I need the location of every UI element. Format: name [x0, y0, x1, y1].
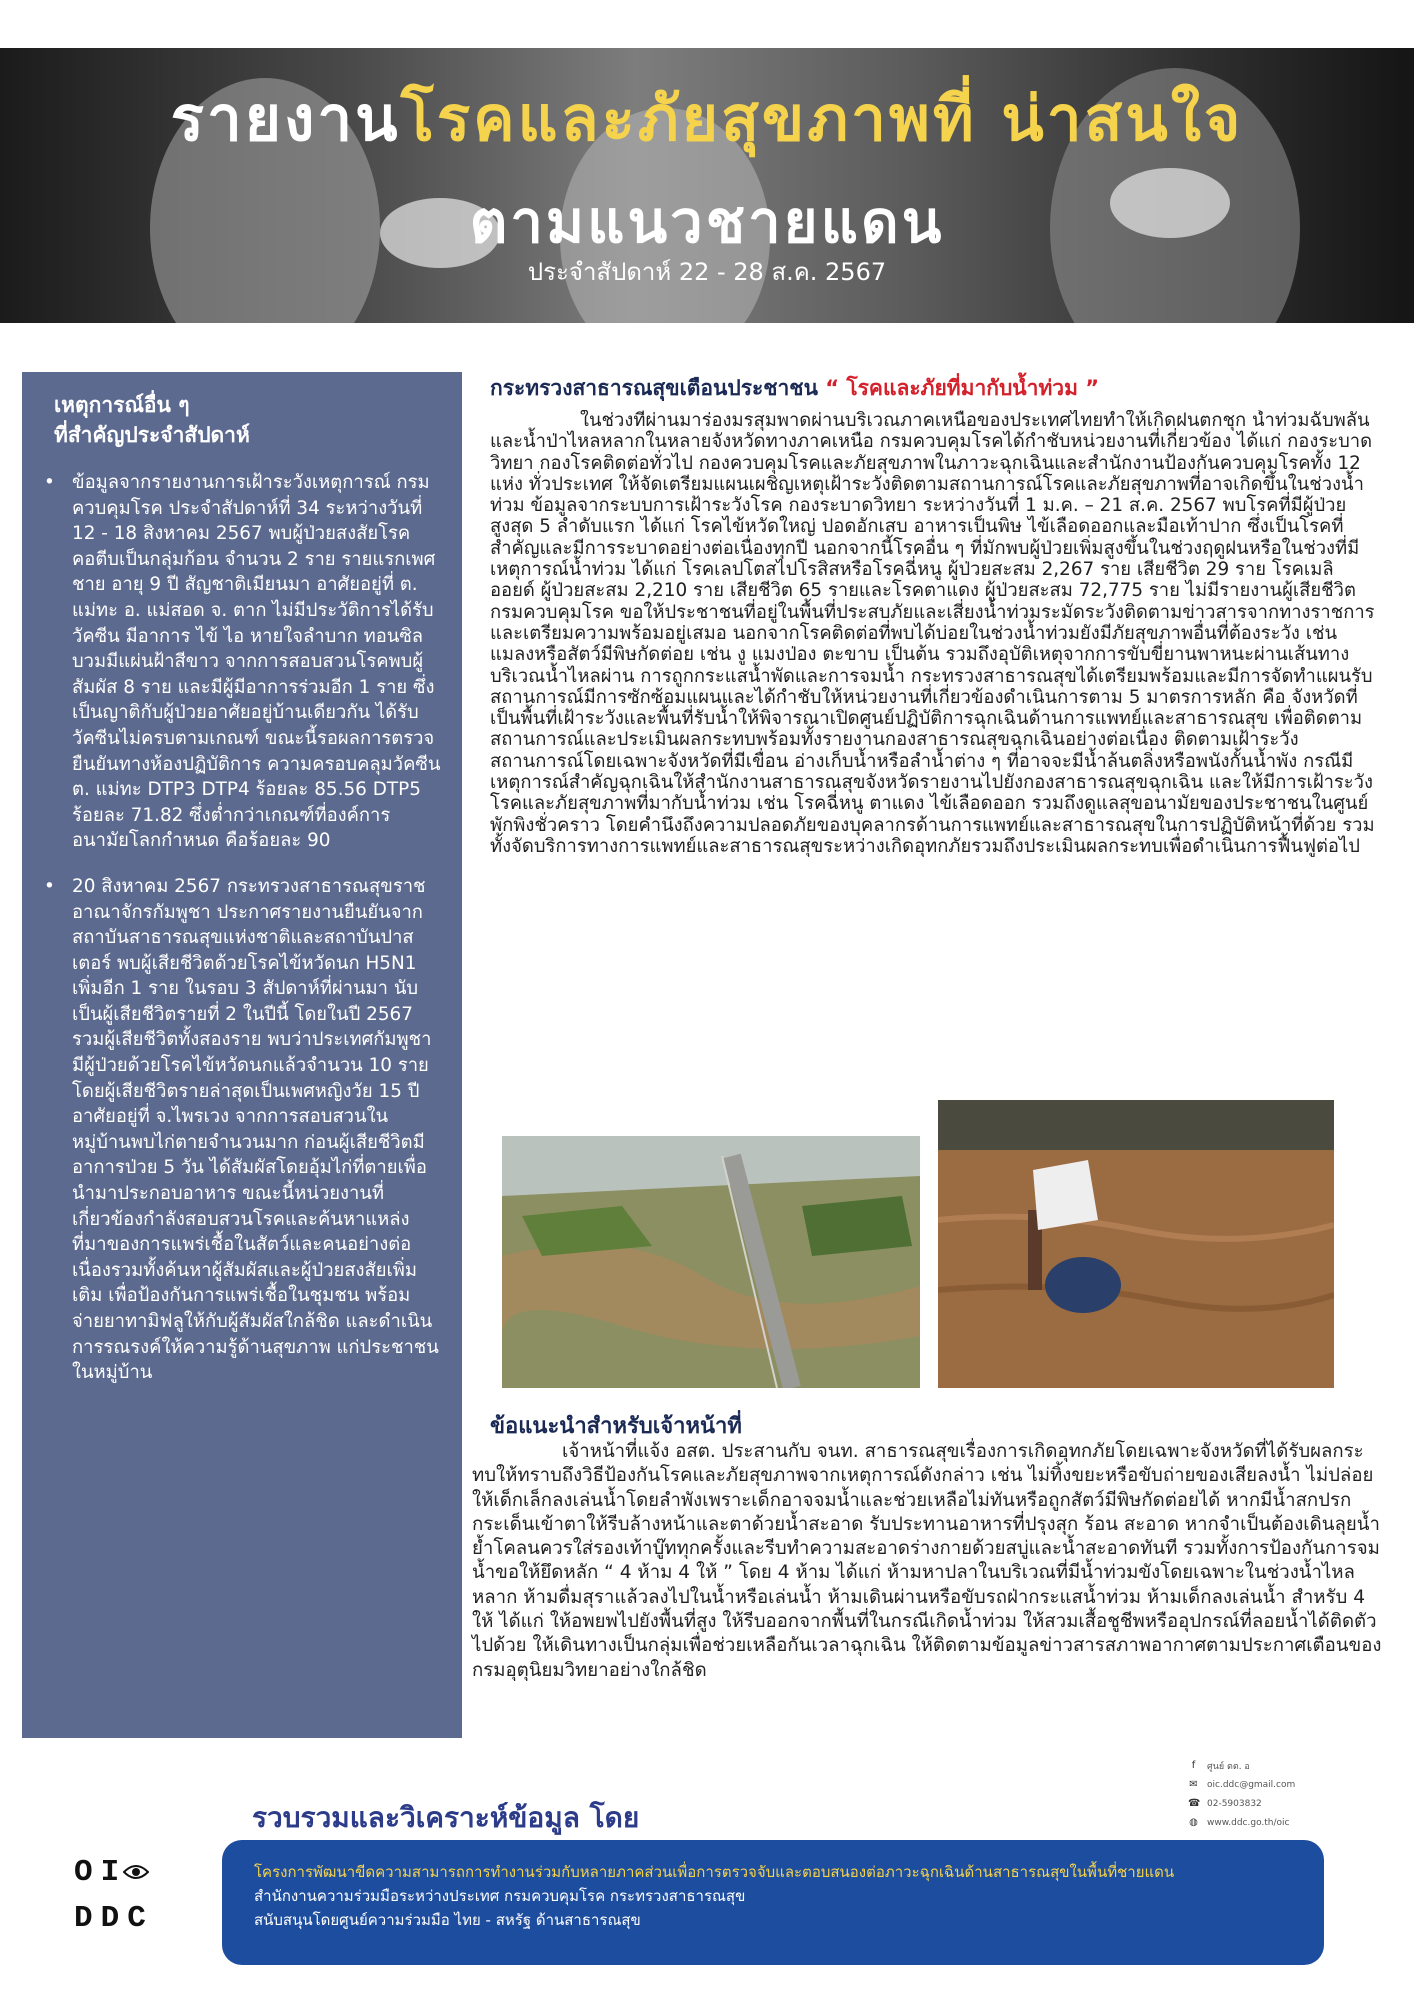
flood-wading-photo [938, 1100, 1334, 1388]
report-week: ประจำสัปดาห์ 22 - 28 ส.ค. 2567 [527, 258, 887, 286]
list-item: • 20 สิงหาคม 2567 กระทรวงสาธารณสุขราชอาณาจักรกัมพูชา ประกาศรายงานยืนยันจากสถาบันสาธารณสุขแห่งชาติและสถาบันปาสเตอร์ พบผู้เสียชีวิตด้วยโรคไข้หวัดนก H5N1 เพิ่มอีก 1 ราย ในรอบ 3 สัปดาห์ที่ผ่านมา นับเป็นผู้เสียชีวิตรายที่ 2 ในปีนี้ โดยในปี 2567 รวมผู้เสียชีวิตทั้งสองราย พบว่าประเทศกัมพูชามีผู้ป่วยด้วยโรคไข้หวัดนกแล้วจำนวน 10 ราย โดยผู้เสียชีวิตรายล่าสุดเป็นเพศหญิงวัย 15 ปี อาศัยอยู่ที่ จ.ไพรเวง จากการสอบสวนในหมู่บ้านพบไก่ตายจำนวนมาก ก่อนผู้เสียชีวิตมีอาการป่วย 5 วัน ได้สัมผัสโดยอุ้มไก่ที่ตายเพื่อนำมาประกอบอาหาร ขณะนี้หน่วยงานที่เกี่ยวข้องกำลังสอบสวนโรคและค้นหาแหล่งที่มาของการแพร่เชื้อในสัตว์และคนอย่างต่อเนื่องรวมทั้งค้นหาผู้สัมผัสและผู้ป่วยสงสัยเพิ่มเติม เพื่อป้องกันการแพร่เชื้อในชุมชน พร้อมจ่ายยาทามิฟลูให้กับผู้สัมผัสใกล้ชิด และดำเนินการรณรงค์ให้ความรู้ด้านสุขภาพ แก่ประชาชนในหมู่บ้าน [36, 874, 442, 1386]
sidebar-list [36, 470, 442, 1386]
footer-project: โครงการพัฒนาขีดความสามารถการทำงานร่วมกับหลายภาคส่วนเพื่อการตรวจจับและตอบสนองต่อภาวะฉุกเฉินด้านสาธารณสุขในพื้นที่ชายแดน [254, 1863, 1175, 1881]
email-text: oic.ddc@gmail.com [1207, 1779, 1296, 1790]
oic-ddc-logo [74, 1850, 184, 1942]
advice-heading: ข้อแนะนำสำหรับเจ้าหน้าที่ [490, 1414, 742, 1439]
eye-icon [123, 1862, 149, 1882]
flood-aerial-photo [502, 1136, 920, 1388]
page-subtitle: ตามแนวชายแดน [469, 188, 945, 256]
phone-text: 02-5903832 [1207, 1798, 1262, 1809]
globe-icon: ◍ [1189, 1817, 1198, 1828]
contact-info [1188, 1756, 1388, 1832]
footer-support: สนับสนุนโดยศูนย์ความร่วมมือ ไทย - สหรัฐ ด้านสาธารณสุข [254, 1911, 641, 1929]
contact-facebook[interactable] [1188, 1756, 1388, 1775]
list-item: • ข้อมูลจากรายงานการเฝ้าระวังเหตุการณ์ กรมควบคุมโรค ประจำสัปดาห์ที่ 34 ระหว่างวันที่ 12 - 18 สิงหาคม 2567 พบผู้ป่วยสงสัยโรคคอตีบเป็นกลุ่มก้อน จำนวน 2 ราย รายแรกเพศชาย อายุ 9 ปี สัญชาติเมียนมา อาศัยอยู่ที่ ต. แม่ทะ อ. แม่สอด จ. ตาก ไม่มีประวัติการได้รับวัคซีน มีอาการ ไข้ ไอ หายใจลำบาก ทอนซิลบวมมีแผ่นฝ้าสีขาว จากการสอบสวนโรคพบผู้สัมผัส 8 ราย และมีผู้มีอาการร่วมอีก 1 ราย ซึ่งเป็นญาติกับผู้ป่วยอาศัยอยู่บ้านเดียวกัน ได้รับวัคซีนไม่ครบตามเกณฑ์ ขณะนี้รอผลการตรวจยืนยันทางห้องปฏิบัติการ ความครอบคลุมวัคซีน ต. แม่ทะ DTP3 DTP4 ร้อยละ 85.56 DTP5 ร้อยละ 71.82 ซึ่งต่ำกว่าเกณฑ์ที่องค์การอนามัยโลกกำหนด คือร้อยละ 90 [36, 470, 442, 854]
logo-line1: OI [74, 1850, 184, 1896]
page-title [0, 70, 1414, 168]
advice-paragraph: เจ้าหน้าที่แจ้ง อสต. ประสานกับ จนท. สาธารณสุขเรื่องการเกิดอุทกภัยโดยเฉพาะจังหวัดที่ได้รับผลกระทบให้ทราบถึงวิธีป้องกันโรคและภัยสุขภาพจากเหตุการณ์ดังกล่าว เช่น ไม่ทิ้งขยะหรือขับถ่ายของเสียลงน้ำ ไม่ปล่อยให้เด็กเล็กลงเล่นน้ำโดยลำพังเพราะเด็กอาจจมน้ำและช่วยเหลือไม่ทันหรือถูกสัตว์มีพิษกัดต่อยได้ หากมีน้ำสกปรกกระเด็นเข้าตาให้รีบล้างหน้าและตาด้วยน้ำสะอาด รับประทานอาหารที่ปรุงสุก ร้อน สะอาด หากจำเป็นต้องเดินลุยน้ำย้ำโคลนควรใส่รองเท้าบู๊ททุกครั้งและรีบทำความสะอาดร่างกายด้วยสบู่และน้ำสะอาดทันที รวมทั้งการป้องกันการจมน้ำขอให้ยึดหลัก “ 4 ห้าม 4 ให้ ” โดย 4 ห้าม ได้แก่ ห้ามหาปลาในบริเวณที่มีน้ำท่วมขังโดยเฉพาะในช่วงน้ำไหลหลาก ห้ามดื่มสุราแล้วลงไปในน้ำหรือเล่นน้ำ ห้ามเดินผ่านหรือขับรถฝ่ากระแสน้ำท่วม ห้ามเด็กลงเล่นน้ำ สำหรับ 4 ให้ ได้แก่ ให้อพยพไปยังพื้นที่สูง ให้รีบออกจากพื้นที่ในกรณีเกิดน้ำท่วม ให้สวมเสื้อชูชีพหรืออุปกรณ์ที่ลอยน้ำได้ติดตัวไปด้วย ให้เดินทางเป็นกลุ่มเพื่อช่วยเหลือกันเวลาฉุกเฉิน ให้ติดตามข้อมูลข่าวสารสภาพอากาศตามประกาศเตือนของกรมอุตุนิยมวิทยาอย่างใกล้ชิด [472, 1441, 1382, 1681]
flood-wading-illustration [938, 1100, 1334, 1388]
sidebar-heading-line2: ที่สำคัญประจำสัปดาห์ [54, 423, 250, 447]
article-heading-quote: “ โรคและภัยที่มากับน้ำท่วม ” [825, 376, 1100, 400]
footer-credits [222, 1840, 1324, 1965]
sidebar-heading [54, 390, 442, 450]
article-body [490, 410, 1378, 1128]
contact-web[interactable] [1188, 1813, 1388, 1832]
sidebar-other-events [22, 372, 462, 1738]
logo-line2: DDC [74, 1901, 154, 1936]
flood-aerial-illustration [502, 1136, 920, 1388]
web-text: www.ddc.go.th/oic [1207, 1817, 1290, 1828]
contact-phone[interactable] [1188, 1794, 1388, 1813]
email-icon: ✉ [1189, 1779, 1198, 1790]
advice-body [472, 1440, 1382, 1683]
article-heading-prefix: กระทรวงสาธารณสุขเตือนประชาชน [490, 376, 818, 400]
facebook-text: ศูนย์ ตต. อ [1207, 1761, 1250, 1772]
contact-email[interactable] [1188, 1775, 1388, 1794]
title-part-yellow: โรคและภัยสุขภาพที่ น่าสนใจ [400, 82, 1244, 155]
footer-office: สำนักงานความร่วมมือระหว่างประเทศ กรมควบคุมโรค กระทรวงสาธารณสุข [254, 1887, 746, 1905]
phone-icon: ☎ [1188, 1798, 1201, 1809]
sidebar-heading-line1: เหตุการณ์อื่น ๆ [54, 393, 190, 417]
facebook-icon: f [1191, 1760, 1196, 1771]
compiled-by-heading: รวบรวมและวิเคราะห์ข้อมูล โดย [252, 1801, 640, 1834]
article-heading [490, 372, 1390, 405]
title-part-white: รายงาน [170, 82, 401, 155]
article-paragraph: ในช่วงที่ผ่านมาร่องมรสุมพาดผ่านบริเวณภาคเหนือของประเทศไทยทำให้เกิดฝนตกชุก น้ำท่วมฉับพลันและน้ำป่าไหลหลากในหลายจังหวัดทางภาคเหนือ กรมควบคุมโรคได้กำชับหน่วยงานที่เกี่ยวข้อง ได้แก่ กองระบาดวิทยา กองโรคติดต่อทั่วไป กองควบคุมโรคและภัยสุขภาพในภาวะฉุกเฉินและสำนักงานป้องกันควบคุมโรคทั้ง 12 แห่ง ทั่วประเทศ ให้จัดเตรียมแผนเผชิญเหตุเฝ้าระวังติดตามสถานการณ์โรคและภัยสุขภาพที่อาจเกิดขึ้นในช่วงน้ำท่วม ข้อมูลจากระบบการเฝ้าระวังโรค กองระบาดวิทยา ระหว่างวันที่ 1 ม.ค. – 21 ส.ค. 2567 พบโรคที่มีผู้ป่วยสูงสุด 5 ลำดับแรก ได้แก่ โรคไข้หวัดใหญ่ ปอดอักเสบ อาหารเป็นพิษ ไข้เลือดออกและมือเท้าปาก ซึ่งเป็นโรคที่สำคัญและมีการระบาดอย่างต่อเนื่องทุกปี นอกจากนี้โรคอื่น ๆ ที่มักพบผู้ป่วยเพิ่มสูงขึ้นในช่วงฤดูฝนหรือในช่วงที่มีเหตุการณ์น้ำท่วม ได้แก่ โรคเลปโตสไปโรสิสหรือโรคฉี่หนู ผู้ป่วยสะสม 2,267 ราย เสียชีวิต 29 ราย โรคเมลิออยด์ ผู้ป่วยสะสม 2,210 ราย เสียชีวิต 65 รายและโรคตาแดง ผู้ป่วยสะสม 72,775 ราย ไม่มีรายงานผู้เสียชีวิต กรมควบคุมโรค ขอให้ประชาชนที่อยู่ในพื้นที่ประสบภัยและเสี่ยงน้ำท่วมระมัดระวังติดตามข่าวสารจากทางราชการและเตรียมความพร้อมอยู่เสมอ นอกจากโรคติดต่อที่พบได้บ่อยในช่วงน้ำท่วมยังมีภัยสุขภาพอื่นที่ต้องระวัง เช่น แมลงหรือสัตว์มีพิษกัดต่อย เช่น งู แมงป่อง ตะขาบ เป็นต้น รวมถึงอุบัติเหตุจากการขับขี่ยานพาหนะผ่านเส้นทางบริเวณน้ำไหลผ่าน การถูกกระแสน้ำพัดและการจมน้ำ กระทรวงสาธารณสุขได้เตรียมพร้อมและมีการจัดทำแผนรับสถานการณ์มีการซักซ้อมแผนและได้กำชับให้หน่วยงานที่เกี่ยวข้องดำเนินการตาม 5 มาตรการหลัก คือ จังหวัดที่เป็นพื้นที่เฝ้าระวังและพื้นที่รับน้ำให้พิจารณาเปิดศูนย์ปฏิบัติการฉุกเฉินด้านการแพทย์และสาธารณสุข เพื่อติดตามสถานการณ์และประเมินผลกระทบพร้อมทั้งรายงานกองสาธารณสุขฉุกเฉินอย่างต่อเนื่อง ติดตามเฝ้าระวังสถานการณ์โดยเฉพาะจังหวัดที่มีเขื่อน อ่างเก็บน้ำหรือลำน้ำต่าง ๆ ที่อาจจะมีน้ำล้นตลิ่งหรือพนังกั้นน้ำพัง กรณีมีเหตุการณ์สำคัญฉุกเฉินให้สำนักงานสาธารณสุขจังหวัดรายงานไปยังกองสาธารณสุขฉุกเฉิน และให้มีการเฝ้าระวังโรคและภัยสุขภาพที่มากับน้ำท่วม เช่น โรคฉี่หนู ตาแดง ไข้เลือดออก รวมถึงดูแลสุขอนามัยของประชาชนในศูนย์พักพิงชั่วคราว โดยคำนึงถึงความปลอดภัยของบุคลากรด้านการแพทย์และสาธารณสุขในการปฏิบัติหน้าที่ด้วย รวมทั้งจัดบริการทางการแพทย์และสาธารณสุขระหว่างเกิดอุทกภัยรวมถึงประเมินผลกระทบเพื่อดำเนินการฟื้นฟูต่อไป [490, 410, 1375, 857]
